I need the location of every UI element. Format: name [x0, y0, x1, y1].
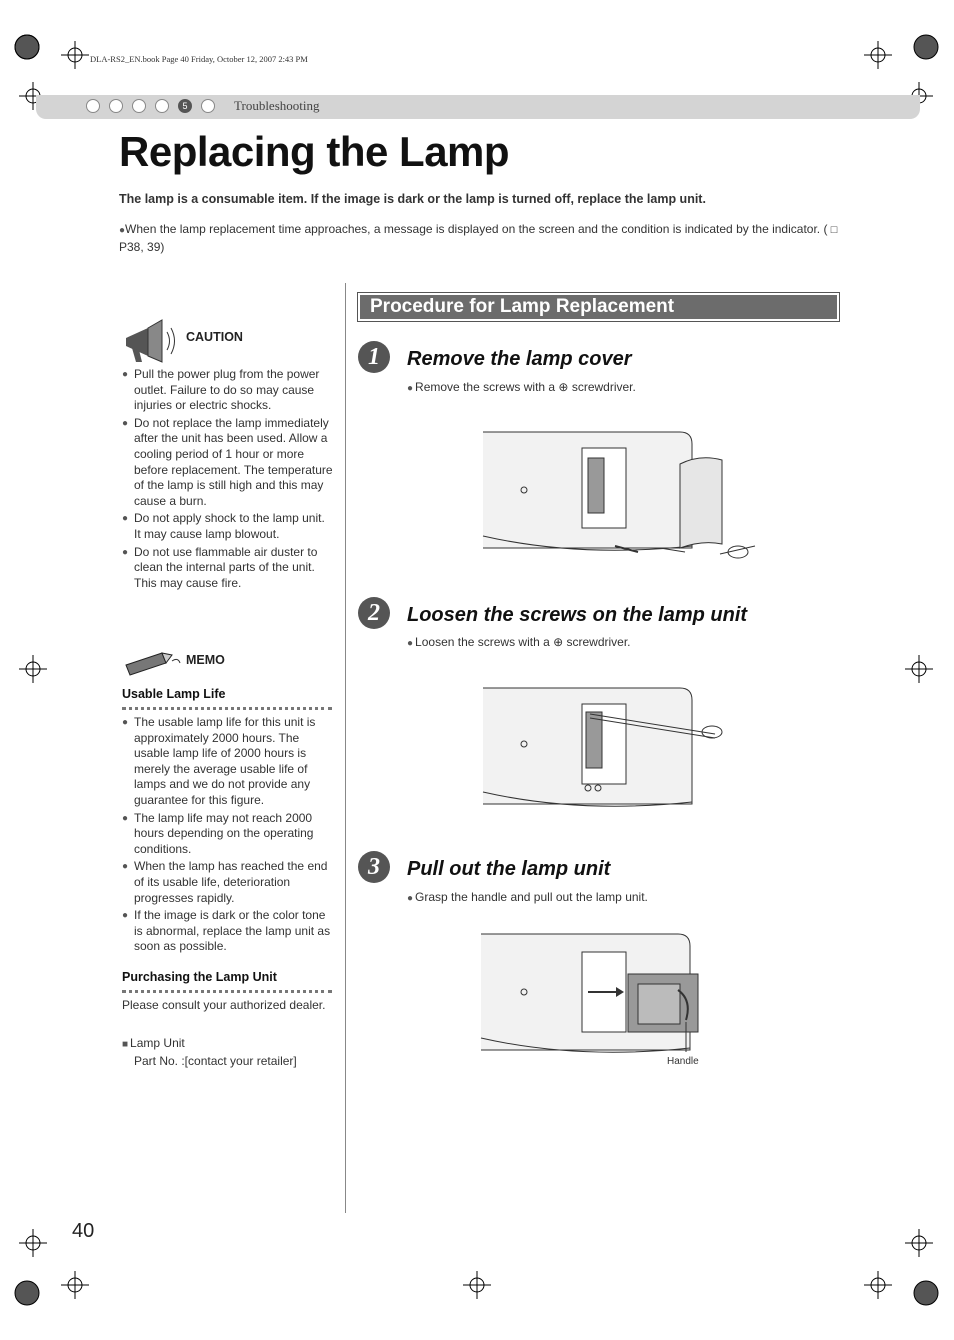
lamp-unit-info	[122, 1035, 297, 1069]
step-title: Loosen the screws on the lamp unit	[407, 604, 748, 626]
projector-lamp-cover-illustration	[480, 428, 760, 568]
procedure-heading: Procedure for Lamp Replacement	[360, 295, 837, 319]
usable-life-list	[122, 715, 334, 957]
caution-list	[122, 367, 334, 593]
square-bullet-icon: ■	[122, 1039, 129, 1050]
step-text: ● Grasp the handle and pull out the lamp unit.	[407, 890, 648, 904]
book-icon: □	[830, 224, 838, 236]
step-text: ● Loosen the screws with a ⊕ screwdriver.	[407, 635, 631, 649]
purchasing-text: Please consult your authorized dealer.	[122, 998, 326, 1012]
step-number: 2	[358, 597, 390, 629]
note-bullet: ●	[119, 225, 126, 236]
step-number: 3	[358, 851, 390, 883]
chapter-dot-active: 5	[178, 99, 192, 113]
page-title: Replacing the Lamp	[119, 128, 510, 175]
step-number: 1	[358, 341, 390, 373]
memo-title: MEMO	[186, 653, 225, 667]
list-item: ● The usable lamp life for this unit is approximately 2000 hours. The usable lamp life of 2000 hours is merely the average usable life of lamps and we do not provide any guarantee for this figure.	[122, 715, 334, 809]
step-title: Pull out the lamp unit	[407, 858, 611, 880]
part-number: Part No. :[contact your retailer]	[134, 1054, 297, 1068]
purchasing-heading: Purchasing the Lamp Unit	[122, 970, 332, 993]
list-item: ● When the lamp has reached the end of its usable life, deterioration progresses rapidly.	[122, 859, 334, 906]
step-title: Remove the lamp cover	[407, 348, 632, 370]
chapter-dot	[201, 99, 215, 113]
section-label: Troubleshooting	[234, 98, 320, 113]
column-divider	[345, 283, 346, 1213]
projector-lamp-unit-illustration	[478, 930, 718, 1070]
megaphone-icon	[122, 316, 182, 366]
list-item: ● If the image is dark or the color tone is abnormal, replace the lamp unit as soon as possible.	[122, 908, 334, 955]
list-item: ● Pull the power plug from the power outlet. Failure to do so may cause injuries or electric shocks.	[122, 367, 334, 414]
page-number: 40	[72, 1220, 95, 1242]
chapter-dot	[109, 99, 123, 113]
step-text: ● Remove the screws with a ⊕ screwdriver.	[407, 380, 636, 394]
intro-text: The lamp is a consumable item. If the image is dark or the lamp is turned off, replace the lamp unit.	[119, 192, 706, 206]
pencil-icon	[122, 647, 184, 677]
list-item: ● Do not replace the lamp immediately after the unit has been used. Allow a cooling period of 1 hour or more before replacement. The temperature of the lamp is still high and this may cause a burn.	[122, 416, 334, 510]
projector-lamp-screws-illustration	[480, 684, 740, 824]
note-body: When the lamp replacement time approaches, a message is displayed on the screen and the condition is indicated by the indicator. (	[125, 222, 828, 236]
handle-label: Handle	[667, 1056, 699, 1067]
chapter-dot	[132, 99, 146, 113]
list-item: ● Do not apply shock to the lamp unit. It may cause lamp blowout.	[122, 511, 334, 542]
chapter-dot	[155, 99, 169, 113]
chapter-dot	[86, 99, 100, 113]
chapter-dots	[86, 99, 215, 113]
list-item: ● Do not use flammable air duster to clean the internal parts of the unit. This may cause fire.	[122, 545, 334, 592]
usable-life-heading: Usable Lamp Life	[122, 687, 332, 710]
note-ref: P38, 39)	[119, 240, 165, 254]
procedure-heading-box	[357, 292, 840, 322]
file-info: DLA-RS2_EN.book Page 40 Friday, October 12, 2007 2:43 PM	[90, 54, 308, 64]
list-item: ● The lamp life may not reach 2000 hours depending on the operating conditions.	[122, 811, 334, 858]
lamp-unit-label: Lamp Unit	[130, 1036, 185, 1050]
caution-title: CAUTION	[186, 330, 243, 344]
note-text	[119, 221, 839, 255]
